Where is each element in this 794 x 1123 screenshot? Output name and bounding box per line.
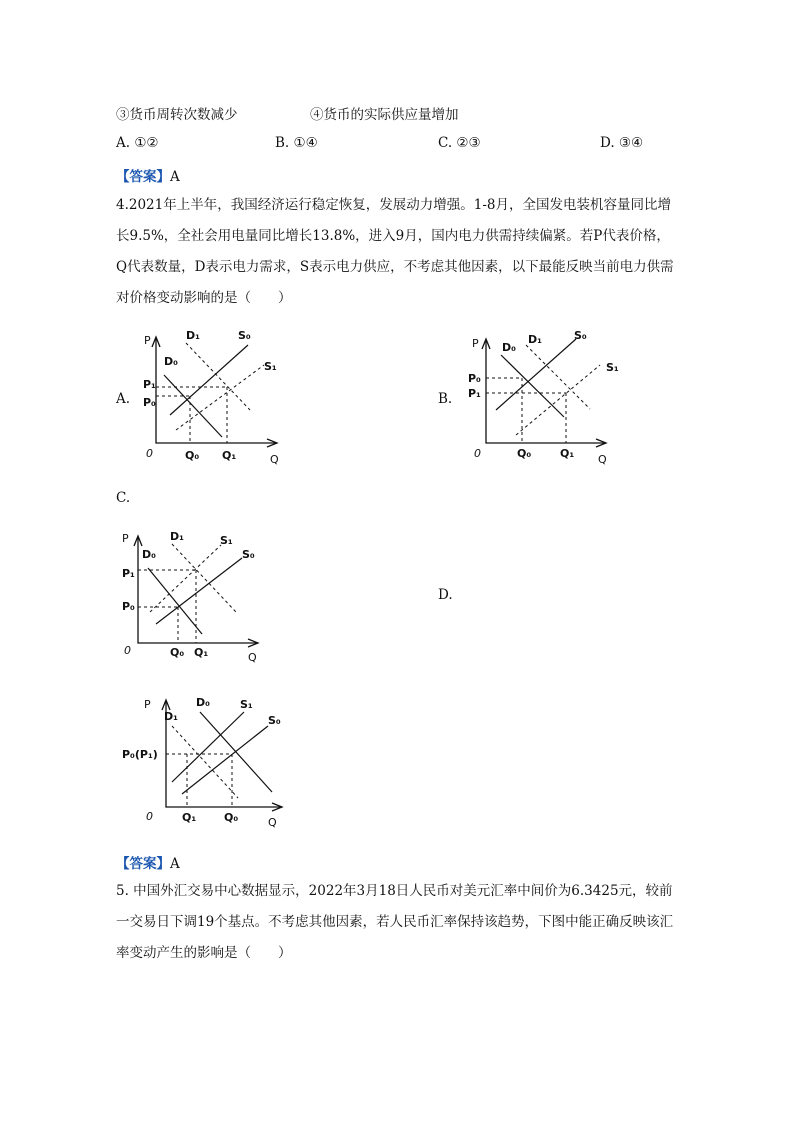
choice-b: B. ①④	[275, 135, 318, 151]
label-origin: 0	[124, 644, 131, 657]
label-s1: S₁	[220, 534, 233, 547]
graph-c	[116, 520, 281, 665]
label-p0p1: P₀(P₁)	[122, 748, 158, 761]
label-q1: Q₁	[560, 447, 575, 460]
option-3-text: ③货币周转次数减少	[116, 107, 238, 123]
label-q: Q	[270, 453, 279, 466]
label-d1: D₁	[528, 333, 542, 346]
label-origin: 0	[146, 810, 153, 823]
answer-value: A	[170, 856, 180, 872]
label-p0: P₀	[143, 396, 156, 409]
label-q1: Q₁	[194, 646, 209, 659]
label-p0: P₀	[468, 372, 481, 385]
label-p1: P₁	[122, 567, 135, 580]
label-p1: P₁	[143, 378, 156, 391]
label-q0: Q₀	[224, 811, 239, 824]
label-p: P	[472, 337, 479, 350]
label-q0: Q₀	[517, 447, 532, 460]
label-q0: Q₀	[170, 646, 185, 659]
label-q1: Q₁	[182, 811, 197, 824]
label-s0: S₀	[268, 714, 281, 727]
answer-tag: 【答案】	[116, 856, 170, 872]
label-d1: D₁	[164, 710, 178, 723]
label-s1: S₁	[264, 360, 277, 373]
q4-option-a-label: A.	[116, 391, 131, 407]
label-p: P	[122, 532, 129, 545]
label-q1: Q₁	[222, 449, 237, 462]
answer-line-prev	[116, 165, 180, 185]
label-q: Q	[268, 816, 277, 829]
label-q: Q	[248, 651, 257, 664]
graph-a	[140, 325, 290, 467]
label-q: Q	[598, 453, 607, 466]
q4-option-b-label: B.	[438, 391, 453, 407]
label-origin: 0	[474, 447, 481, 460]
graph-d	[116, 690, 291, 830]
label-p: P	[144, 334, 151, 347]
q4-option-d-label: D.	[438, 587, 453, 603]
label-p: P	[144, 698, 151, 711]
label-s1: S₁	[606, 361, 619, 374]
label-s0: S₀	[574, 329, 587, 342]
choice-a: A. ①②	[116, 135, 159, 151]
label-d0: D₀	[164, 355, 178, 368]
label-d0: D₀	[502, 341, 516, 354]
label-origin: 0	[146, 447, 153, 460]
answer-tag: 【答案】	[116, 169, 170, 185]
label-p1: P₁	[468, 387, 481, 400]
label-s0: S₀	[238, 329, 251, 342]
label-d0: D₀	[196, 696, 210, 709]
label-q0: Q₀	[185, 449, 200, 462]
label-p0: P₀	[122, 600, 135, 613]
label-d0: D₀	[142, 548, 156, 561]
graph-b	[466, 325, 619, 467]
question-5-text: 5. 中国外汇交易中心数据显示，2022年3月18日人民币对美元汇率中间价为6.3425元，较前一交易日下调19个基点。不考虑其他因素，若人民币汇率保持该趋势，下图中能正确反映该汇率变动产生的影响是（ ）	[116, 883, 674, 961]
label-s0: S₀	[242, 548, 255, 561]
answer-value: A	[170, 169, 180, 185]
label-d1: D₁	[186, 329, 200, 342]
q4-option-c-label: C.	[116, 490, 131, 506]
label-d1: D₁	[170, 530, 184, 543]
choice-d: D. ③④	[600, 135, 644, 151]
label-s1: S₁	[240, 698, 253, 711]
answer-line-q4	[116, 852, 180, 872]
option-4-text: ④货币的实际供应量增加	[310, 107, 459, 123]
question-4-text: 4.2021年上半年，我国经济运行稳定恢复，发展动力增强。1-8月，全国发电装机容量同比增长9.5%，全社会用电量同比增长13.8%，进入9月，国内电力供需持续偏紧。若P代表价格，Q代表数量，D表示电力需求，S表示电力供应，不考虑其他因素，以下最能反映当前电力供需对价格变动影响的是（ ）	[116, 197, 674, 306]
choice-c: C. ②③	[438, 135, 481, 151]
